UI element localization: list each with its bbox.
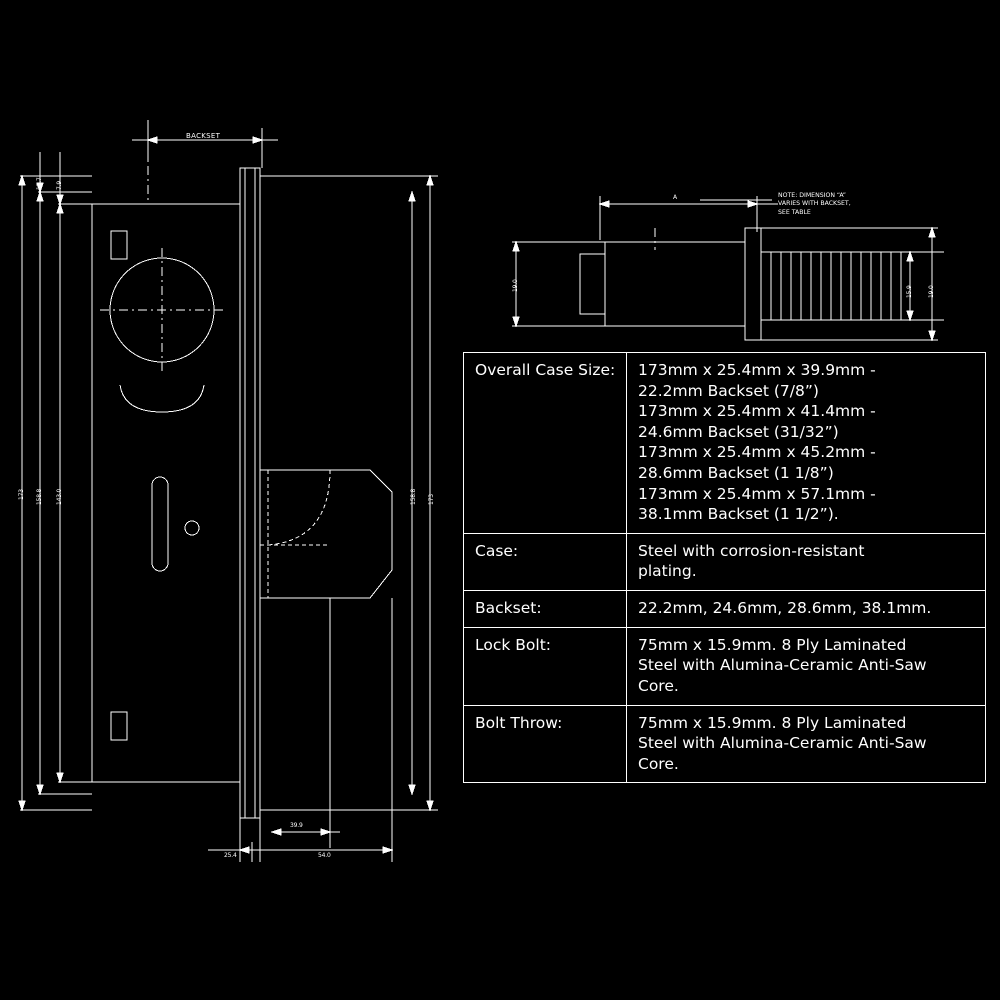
table-row [464,627,986,705]
dim-bolt-height-right-1: 15.9 [906,285,913,298]
dimension-a-note [778,192,851,217]
spec-line: 173mm x 25.4mm x 57.1mm - [638,484,876,503]
note-line-3: SEE TABLE [778,208,811,216]
note-line-2: VARIES WITH BACKSET, [778,200,851,208]
spec-value-backset [627,591,986,628]
dim-bolt-height-right-2: 19.0 [928,285,935,298]
spec-line: 28.6mm Backset (1 1/8”) [638,464,834,483]
dim-right-height-1: 173 [428,494,435,505]
table-row [464,705,986,783]
spec-label-backset: Backset: [464,591,627,628]
spec-line: Core. [638,754,679,773]
dim-bottom-1: 25.4 [224,852,237,859]
dim-overall-height: 173 [18,489,25,500]
spec-value-case [627,533,986,590]
spec-line: Steel with corrosion-resistant [638,541,865,560]
spec-line: 22.2mm, 24.6mm, 28.6mm, 38.1mm. [638,599,932,618]
table-row [464,533,986,590]
spec-line: 75mm x 15.9mm. 8 Ply Laminated [638,713,907,732]
spec-line: 24.6mm Backset (31/32”) [638,422,839,441]
table-row [464,591,986,628]
spec-line: Steel with Alumina-Ceramic Anti-Saw [638,656,927,675]
note-line-1: NOTE: DIMENSION “A” [778,192,847,199]
spec-line: 22.2mm Backset (7/8”) [638,381,819,400]
spec-line: 173mm x 25.4mm x 45.2mm - [638,443,876,462]
specification-table [463,352,986,783]
spec-line: 38.1mm Backset (1 1/2”). [638,505,839,524]
spec-line: Steel with Alumina-Ceramic Anti-Saw [638,734,927,753]
dim-height-2: 158.8 [36,488,43,505]
spec-value-bolt-throw [627,705,986,783]
spec-value-overall-case-size [627,353,986,534]
dim-top-2: 7.9 [56,181,63,190]
spec-line: 173mm x 25.4mm x 39.9mm - [638,361,876,379]
dim-bolt-length-a: A [673,194,677,201]
spec-line: 75mm x 15.9mm. 8 Ply Laminated [638,635,907,654]
spec-line: plating. [638,562,697,581]
dim-top-1: 12.7 [36,177,43,190]
dim-bolt-height-left: 19.0 [512,279,519,292]
backset-label: BACKSET [186,132,221,140]
spec-label-lock-bolt: Lock Bolt: [464,627,627,705]
spec-line: Core. [638,676,679,695]
table-row [464,353,986,534]
spec-value-lock-bolt [627,627,986,705]
spec-label-bolt-throw: Bolt Throw: [464,705,627,783]
spec-line: 173mm x 25.4mm x 41.4mm - [638,402,876,421]
spec-label-case: Case: [464,533,627,590]
dim-bottom-2: 39.9 [290,822,303,829]
dim-height-3: 143.0 [56,488,63,505]
spec-label-overall-case-size: Overall Case Size: [464,353,627,534]
dim-right-height-2: 158.8 [410,488,417,505]
dim-bottom-3: 54.0 [318,852,331,859]
